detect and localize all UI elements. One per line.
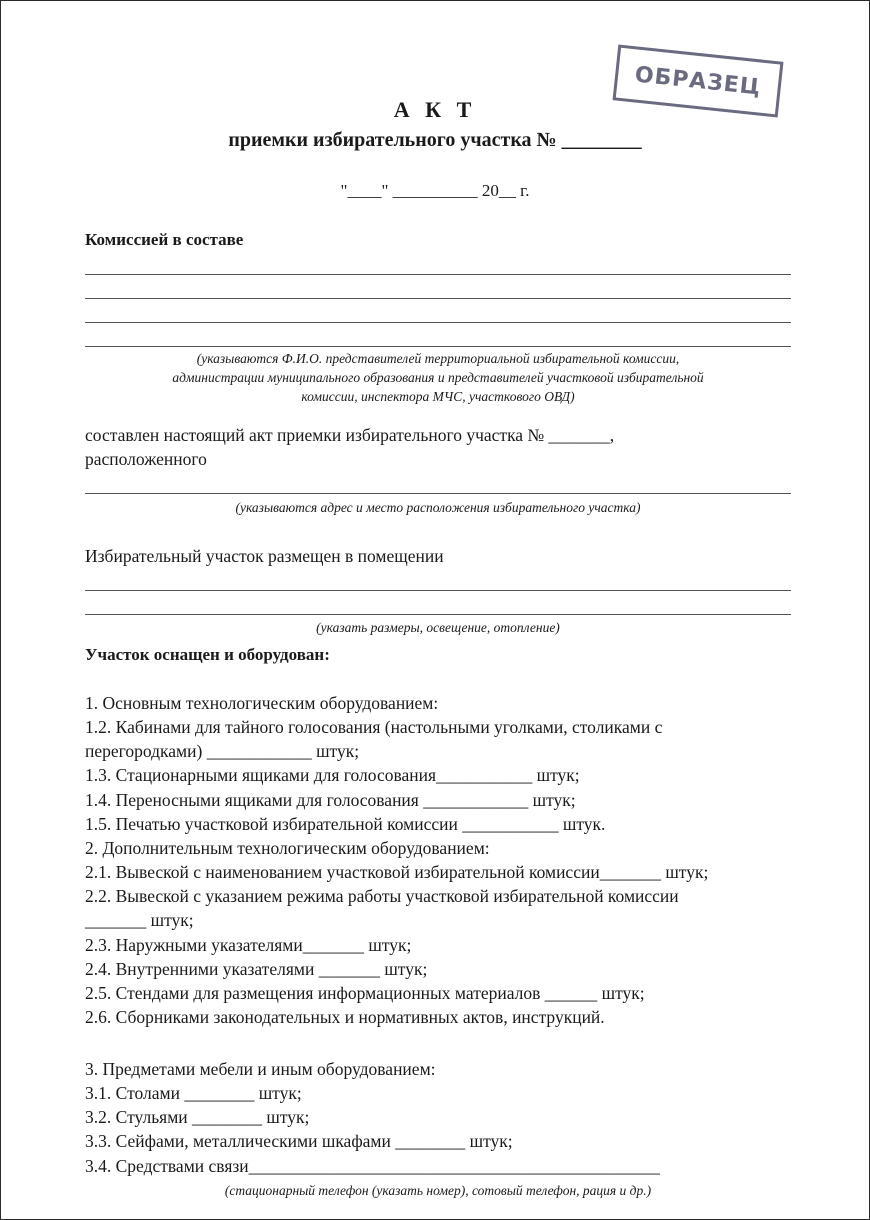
blank-line: [85, 590, 791, 591]
list-item: 1.5. Печатью участковой избирательной комиссии ___________ штук.: [85, 813, 606, 834]
list-item: 2.4. Внутренними указателями _______ штук;: [85, 958, 428, 979]
communication-note: (стационарный телефон (указать номер), сотовый телефон, рация и др.): [224, 1183, 652, 1198]
blank-line: [85, 298, 791, 299]
sample-stamp: ОБРАЗЕЦ: [613, 44, 784, 117]
list-item: 2.5. Стендами для размещения информационных материалов ______ штук;: [85, 982, 645, 1003]
premises-text: Избирательный участок размещен в помещении: [85, 546, 444, 566]
blank-line: [85, 274, 791, 275]
address-note: (указываются адрес и место расположения избирательного участка): [235, 500, 641, 515]
list-item: 3.3. Сейфами, металлическими шкафами ________ штук;: [85, 1131, 513, 1152]
premises-note: (указать размеры, освещение, отопление): [316, 620, 560, 635]
list-item: 2.3. Наружными указателями_______ штук;: [85, 934, 412, 955]
commission-note: (указываются Ф.И.О. представителей территориальной избирательной комиссии, администрации муниципального образования и представителей участковой избирательной комиссии, инспектора МЧС, участкового ОВД): [172, 351, 704, 404]
date-line: "____" __________ 20__ г.: [340, 181, 530, 200]
furniture-list: [85, 1057, 660, 1178]
document-title: А К Т: [393, 97, 477, 122]
list-item: _______ штук;: [85, 910, 194, 931]
list-item: 2.1. Вывеской с наименованием участковой избирательной комиссии_______ штук;: [85, 862, 709, 883]
list-item: 2.6. Сборниками законодательных и нормативных актов, инструкций.: [85, 1007, 605, 1028]
list-item: 1.3. Стационарными ящиками для голосования___________ штук;: [85, 765, 580, 786]
list-item: 3.2. Стульями ________ штук;: [85, 1107, 310, 1128]
equipment-list: [85, 691, 708, 1029]
list-item: перегородками) ____________ штук;: [85, 741, 360, 762]
blank-line: [85, 346, 791, 347]
composed-line-1: составлен настоящий акт приемки избирательного участка № _______,: [85, 425, 615, 445]
document-subtitle: приемки избирательного участка № ________: [228, 129, 642, 151]
list-item: 1. Основным технологическим оборудованием:: [85, 693, 439, 713]
list-item: 3. Предметами мебели и иным оборудованием:: [85, 1059, 436, 1079]
list-item: 2. Дополнительным технологическим оборудованием:: [85, 837, 490, 858]
blank-line: [85, 322, 791, 323]
list-item: 3.4. Средствами связи_______________________________________________: [85, 1155, 660, 1176]
equipment-heading: Участок оснащен и оборудован:: [85, 645, 330, 664]
composed-line-2: расположенного: [85, 449, 207, 469]
list-item: 1.2. Кабинами для тайного голосования (настольными уголками, столиками с: [85, 717, 663, 738]
list-item: 2.2. Вывеской с указанием режима работы участковой избирательной комиссии: [85, 886, 679, 907]
list-item: 1.4. Переносными ящиками для голосования ____________ штук;: [85, 789, 576, 810]
list-item: 3.1. Столами ________ штук;: [85, 1083, 302, 1104]
commission-heading: Комиссией в составе: [85, 230, 244, 249]
blank-line: [85, 614, 791, 615]
blank-line: [85, 493, 791, 494]
